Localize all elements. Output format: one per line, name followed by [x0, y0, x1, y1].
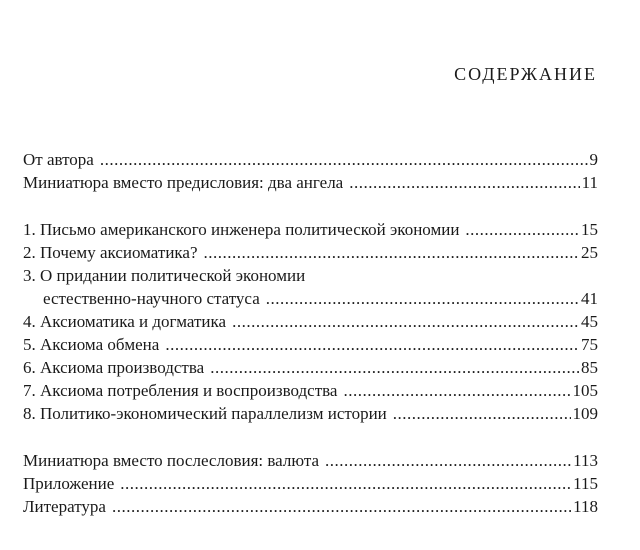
toc-entry-page: 15 [581, 220, 598, 239]
dot-leader [393, 402, 571, 425]
dot-leader [232, 310, 579, 333]
toc-entry[interactable] [23, 218, 598, 241]
toc-entry[interactable] [23, 495, 598, 518]
toc-entry[interactable] [23, 379, 598, 402]
toc-entry-title: 5. Аксиома обмена [23, 335, 160, 354]
toc-entry-page: 109 [572, 404, 598, 423]
toc-entry-page: 105 [572, 381, 598, 400]
dot-leader [349, 171, 579, 194]
table-of-contents [23, 148, 598, 518]
toc-entry-title: 1. Письмо американского инженера политической экономии [23, 220, 460, 239]
toc-entry-page: 25 [581, 243, 598, 262]
toc-entry-title: 3. О придании политической экономии [23, 266, 306, 285]
toc-entry-page: 45 [581, 312, 598, 331]
toc-entry[interactable] [23, 333, 598, 356]
toc-entry-page: 115 [573, 474, 598, 493]
toc-entry[interactable] [23, 241, 598, 264]
toc-entry[interactable] [23, 264, 598, 287]
toc-entry-title: Приложение [23, 474, 115, 493]
toc-entry-title: Миниатюра вместо предисловия: два ангела [23, 173, 344, 192]
toc-entry[interactable] [23, 171, 598, 194]
toc-entry-page: 75 [581, 335, 598, 354]
dot-leader [100, 148, 588, 171]
toc-entry-page: 11 [581, 173, 598, 192]
toc-entry[interactable] [23, 356, 598, 379]
toc-entry[interactable] [23, 449, 598, 472]
toc-entry-continuation[interactable] [23, 287, 598, 310]
toc-entry-title: 4. Аксиоматика и догматика [23, 312, 227, 331]
dot-leader [165, 333, 579, 356]
toc-entry-page: 9 [589, 150, 598, 169]
dot-leader [266, 287, 579, 310]
toc-entry-title: 2. Почему аксиоматика? [23, 243, 198, 262]
toc-entry-title: естественно-научного статуса [43, 289, 260, 308]
dot-leader [343, 379, 570, 402]
toc-entry-title: 8. Политико-экономический параллелизм истории [23, 404, 387, 423]
dot-leader [120, 472, 571, 495]
toc-entry-page: 118 [573, 497, 598, 516]
toc-entry[interactable] [23, 402, 598, 425]
dot-leader [325, 449, 571, 472]
toc-entry-title: 7. Аксиома потребления и воспроизводства [23, 381, 338, 400]
toc-entry-page: 41 [581, 289, 598, 308]
toc-entry-title: 6. Аксиома производства [23, 358, 205, 377]
section-spacer [23, 194, 598, 218]
dot-leader [465, 218, 579, 241]
toc-entry[interactable] [23, 310, 598, 333]
toc-entry-title: От автора [23, 150, 94, 169]
toc-entry-title: Литература [23, 497, 106, 516]
toc-entry-page: 85 [581, 358, 598, 377]
dot-leader [112, 495, 571, 518]
dot-leader [204, 241, 579, 264]
toc-entry[interactable] [23, 472, 598, 495]
section-spacer [23, 425, 598, 449]
dot-leader [210, 356, 579, 379]
toc-entry-title: Миниатюра вместо послесловия: валюта [23, 451, 320, 470]
toc-entry[interactable] [23, 148, 598, 171]
page-title: содержание [454, 59, 597, 86]
toc-entry-page: 113 [573, 451, 598, 470]
